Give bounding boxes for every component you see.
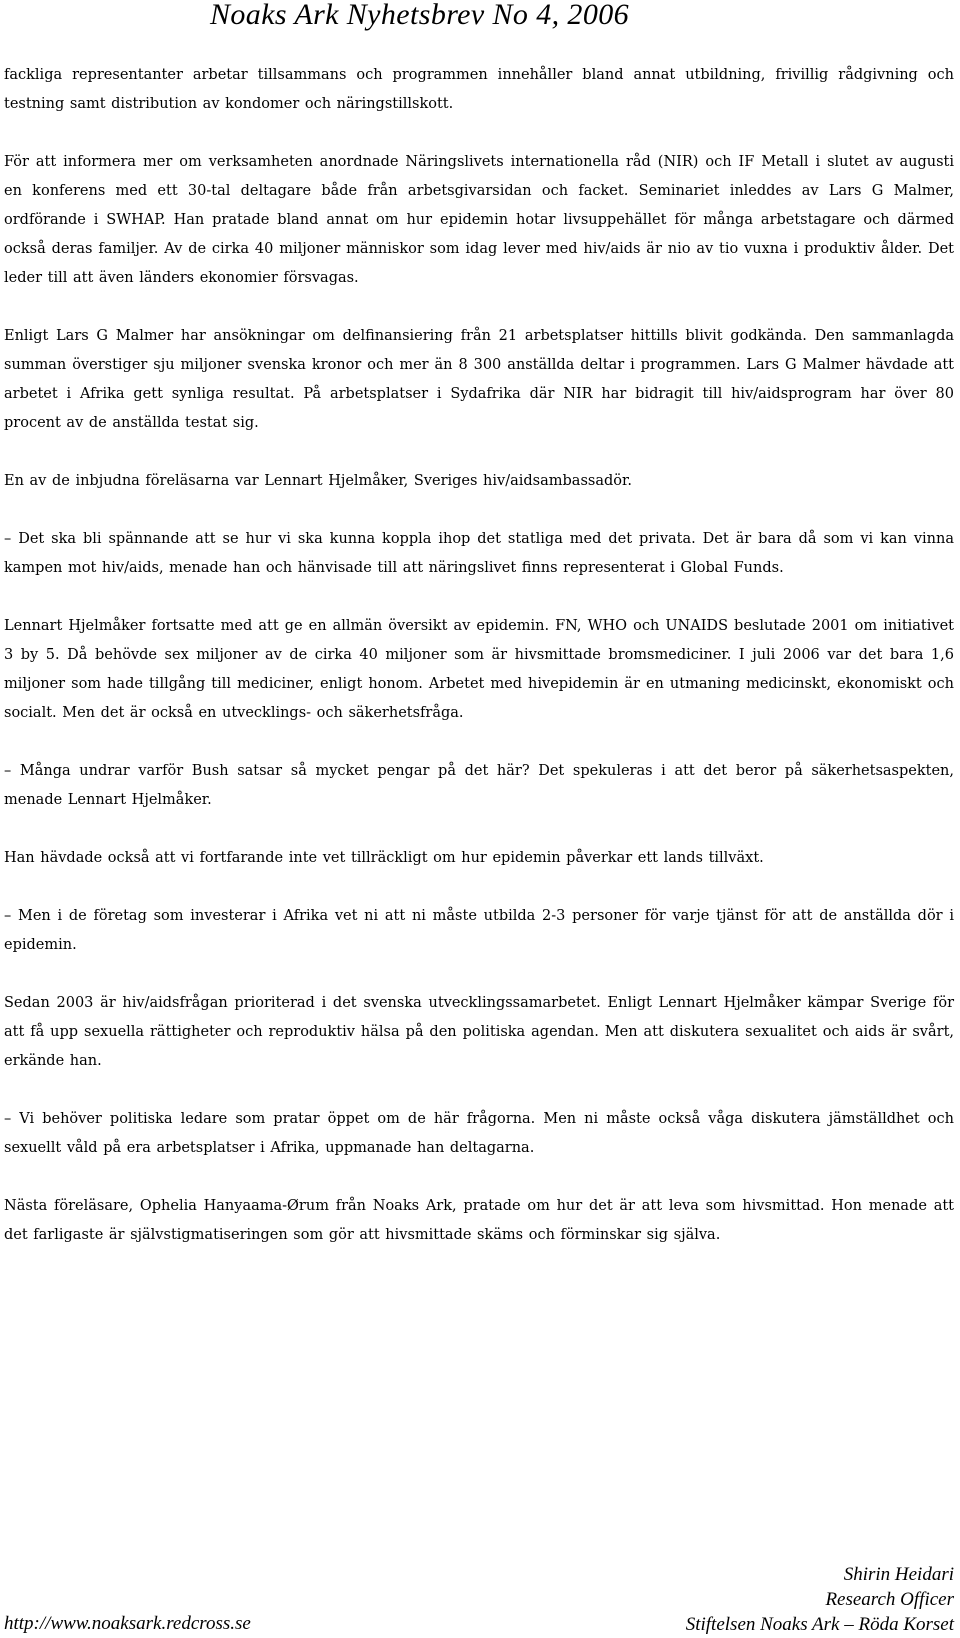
paragraph: – Många undrar varför Bush satsar så mycket pengar på det här? Det spekuleras i att det beror på säkerhetsaspekten, menade Lennart Hjelmåker.: [4, 763, 954, 808]
paragraph: – Vi behöver politiska ledare som pratar öppet om de här frågorna. Men ni måste också våga diskutera jämställdhet och sexuellt våld på era arbetsplatser i Afrika, uppmanade han deltagarna.: [4, 1111, 954, 1156]
paragraph: Han hävdade också att vi fortfarande inte vet tillräckligt om hur epidemin påverkar ett lands tillväxt.: [4, 850, 764, 866]
footer-url-link[interactable]: http://www.noaksark.redcross.se: [4, 1613, 251, 1634]
paragraph: Nästa föreläsare, Ophelia Hanyaama-Ørum från Noaks Ark, pratade om hur det är att leva som hivsmittad. Hon menade att det farligaste är självstigmatiseringen som gör att hivsmittade skäms och förminskar sig själva.: [4, 1198, 954, 1243]
author-organization: Stiftelsen Noaks Ark – Röda Korset: [685, 1614, 954, 1635]
paragraph: Enligt Lars G Malmer har ansökningar om delfinansiering från 21 arbetsplatser hittills blivit godkända. Den sammanlagda summan överstiger sju miljoner svenska kronor och mer än 8 300 anställda deltar i programmen. Lars G Malmer hävdade att arbetet i Afrika gett synliga resultat. På arbetsplatser i Sydafrika där NIR har bidragit till hiv/aidsprogram har över 80 procent av de anställda testat sig.: [4, 328, 954, 431]
paragraph: Sedan 2003 är hiv/aidsfrågan prioriterad i det svenska utvecklingssamarbetet. Enligt Lennart Hjelmåker kämpar Sverige för att få upp sexuella rättigheter och reproduktiv hälsa på den politiska agendan. Men att diskutera sexualitet och aids är svårt, erkände han.: [4, 995, 954, 1069]
paragraph: Lennart Hjelmåker fortsatte med att ge en allmän översikt av epidemin. FN, WHO och UNAIDS beslutade 2001 om initiativet 3 by 5. Då behövde sex miljoner av de cirka 40 miljoner som är hivsmittade bromsmediciner. I juli 2006 var det bara 1,6 miljoner som hade tillgång till mediciner, enligt honom. Arbetet med hivepidemin är en utmaning medicinskt, ekonomiskt och socialt. Men det är också en utvecklings- och säkerhetsfråga.: [4, 618, 954, 721]
paragraph: fackliga representanter arbetar tillsammans och programmen innehåller bland annat utbildning, frivillig rådgivning och testning samt distribution av kondomer och näringstillskott.: [4, 67, 954, 112]
paragraph: För att informera mer om verksamheten anordnade Näringslivets internationella råd (NIR) och IF Metall i slutet av augusti en konferens med ett 30-tal deltagare både från arbetsgivarsidan och facket. Seminariet inleddes av Lars G Malmer, ordförande i SWHAP. Han pratade bland annat om hur epidemin hotar livsuppehället för många arbetstagare och därmed också deras familjer. Av de cirka 40 miljoner människor som idag lever med hiv/aids är nio av tio vuxna i produktiv ålder. Det leder till att även länders ekonomier försvagas.: [4, 154, 954, 286]
author-role: Research Officer: [825, 1589, 954, 1610]
author-name: Shirin Heidari: [843, 1564, 954, 1585]
paragraph: En av de inbjudna föreläsarna var Lennart Hjelmåker, Sveriges hiv/aidsambassadör.: [4, 473, 632, 489]
paragraph: – Men i de företag som investerar i Afrika vet ni att ni måste utbilda 2-3 personer för varje tjänst för att de anställda dör i epidemin.: [4, 908, 954, 953]
paragraph: – Det ska bli spännande att se hur vi ska kunna koppla ihop det statliga med det privata. Det är bara då som vi kan vinna kampen mot hiv/aids, menade han och hänvisade till att näringslivet finns representerat i Global Funds.: [4, 531, 954, 576]
newsletter-title: Noaks Ark Nyhetsbrev No 4, 2006: [210, 0, 630, 31]
author-signature: [686, 1562, 954, 1637]
article-body: [4, 61, 954, 1279]
